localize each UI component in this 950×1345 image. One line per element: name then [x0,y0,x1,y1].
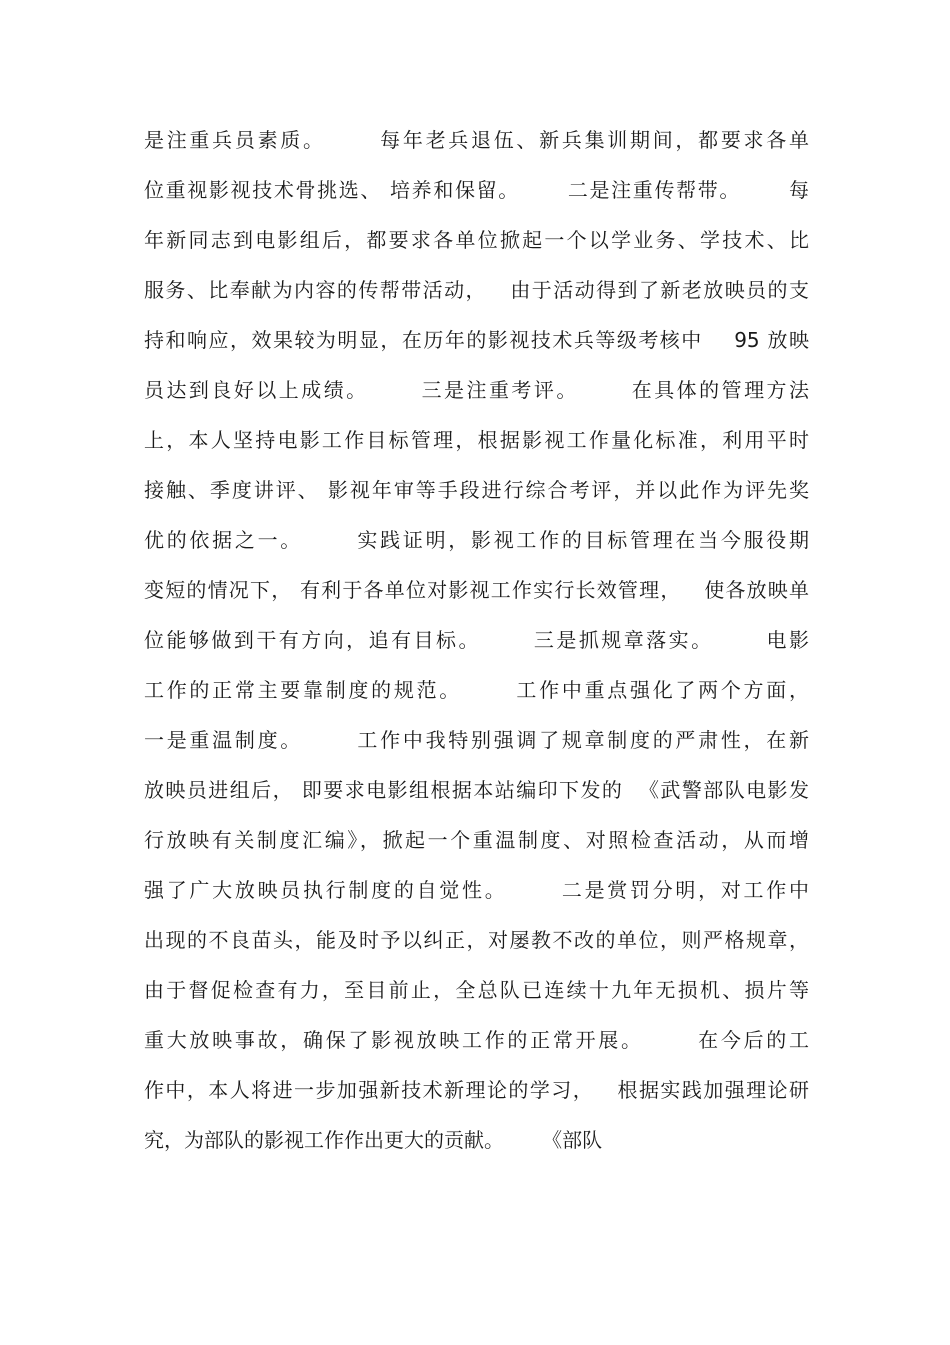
text-line: 重大放映事故，确保了影视放映工作的正常开展。 在今后的工 [144,1028,809,1052]
text-line: 工作的正常主要靠制度的规范。 工作中重点强化了两个方面， [144,678,809,702]
text-line: 优的依据之一。 实践证明，影视工作的目标管理在当今服役期 [144,528,809,552]
text-line: 是注重兵员素质。 每年老兵退伍、新兵集训期间，都要求各单 [144,128,809,152]
text-line: 放映员进组后， 即要求电影组根据本站编印下发的 《武警部队电影发 [144,778,809,802]
text-line: 位能够做到干有方向，追有目标。 三是抓规章落实。 电影 [144,628,809,652]
text-line: 上，本人坚持电影工作目标管理，根据影视工作量化标准，利用平时 [144,428,809,452]
text-line: 强了广大放映员执行制度的自觉性。 二是赏罚分明，对工作中 [144,878,809,902]
text-line: 作中，本人将进一步加强新技术新理论的学习， 根据实践加强理论研 [144,1078,809,1102]
text-line: 年新同志到电影组后，都要求各单位掀起一个以学业务、学技术、比 [144,228,809,252]
text-line: 服务、比奉献为内容的传帮带活动， 由于活动得到了新老放映员的支 [144,278,809,302]
text-line: 变短的情况下， 有利于各单位对影视工作实行长效管理， 使各放映单 [144,578,809,602]
text-line: 行放映有关制度汇编》，掀起一个重温制度、对照检查活动，从而增 [144,828,809,852]
text-line: 持和响应，效果较为明显，在历年的影视技术兵等级考核中 95 放映 [144,328,809,352]
text-line: 出现的不良苗头，能及时予以纠正，对屡教不改的单位，则严格规章， [144,928,809,952]
text-line: 一是重温制度。 工作中我特别强调了规章制度的严肃性，在新 [144,728,809,752]
text-line: 员达到良好以上成绩。 三是注重考评。 在具体的管理方法 [144,378,809,402]
text-line: 由于督促检查有力，至目前止，全总队已连续十九年无损机、损片等 [144,978,809,1002]
text-line: 位重视影视技术骨挑选、 培养和保留。 二是注重传帮带。 每 [144,178,809,202]
text-line: 接触、季度讲评、 影视年审等手段进行综合考评，并以此作为评先奖 [144,478,809,502]
text-line: 究，为部队的影视工作作出更大的贡献。 《部队 [144,1128,603,1152]
body-text [144,118,809,1168]
